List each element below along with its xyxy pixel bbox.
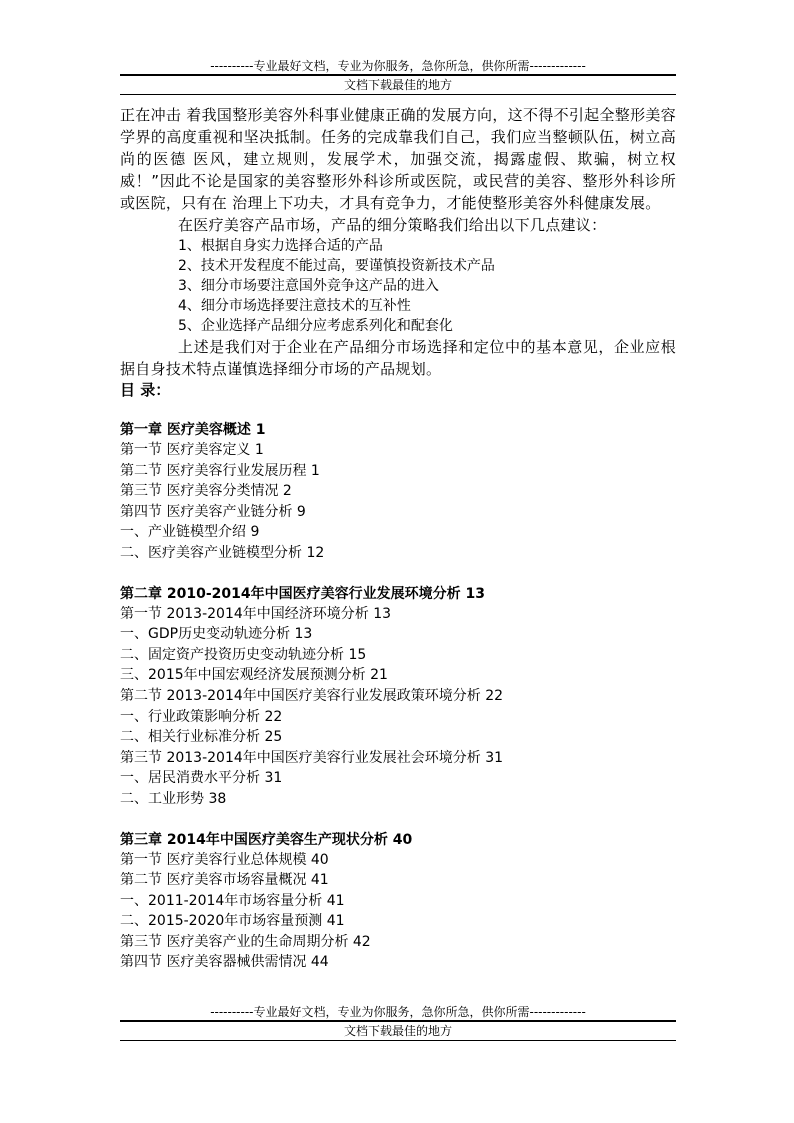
header-subtitle: 文档下载最佳的地方 <box>343 78 452 92</box>
toc-entry: 第四节 医疗美容器械供需情况 44 <box>120 954 329 971</box>
suggestion-item: 5、企业选择产品细分应考虑系列化和配套化 <box>178 318 453 334</box>
header-banner: ----------专业最好文档，专业为你服务，急你所急，供你所需------------- <box>210 59 586 73</box>
toc-entry: 第三节 2013-2014年中国医疗美容行业发展社会环境分析 31 <box>120 749 504 766</box>
footer-subtitle: 文档下载最佳的地方 <box>343 1024 452 1038</box>
toc-entry: 二、2015-2020年市场容量预测 41 <box>120 913 345 930</box>
toc-entry: 二、医疗美容产业链模型分析 12 <box>120 544 325 561</box>
toc-entry: 一、2011-2014年市场容量分析 41 <box>120 892 345 909</box>
toc-entry: 第三节 医疗美容分类情况 2 <box>120 483 292 500</box>
suggestion-item: 3、细分市场要注意国外竞争这产品的进入 <box>178 278 439 294</box>
toc-entry: 第四节 医疗美容产业链分析 9 <box>120 503 306 520</box>
header-rule-bottom <box>120 94 676 95</box>
suggestion-item: 1、根据自身实力选择合适的产品 <box>178 238 383 254</box>
toc-entry: 一、产业链模型介绍 9 <box>120 524 260 541</box>
intro-paragraph: 在医疗美容产品市场，产品的细分策略我们给出以下几点建议： <box>178 216 607 234</box>
toc-entry: 二、工业形势 38 <box>120 790 227 807</box>
toc-entry: 二、相关行业标准分析 25 <box>120 729 283 746</box>
toc-entry: 第二节 医疗美容行业发展历程 1 <box>120 462 320 479</box>
toc-entry: 一、行业政策影响分析 22 <box>120 708 283 725</box>
document-body <box>120 104 676 973</box>
footer-rule <box>120 1020 676 1022</box>
toc-entry: 一、GDP历史变动轨迹分析 13 <box>120 626 313 643</box>
toc-entry: 第一节 2013-2014年中国经济环境分析 13 <box>120 605 392 622</box>
toc-entry: 第一节 医疗美容定义 1 <box>120 442 264 458</box>
intro-paragraph: 正在冲击 着我国整形美容外科事业健康正确的发展方向，这不得不引起全整形美容学界的高度重视和坚决抵制。任务的完成靠我们自己，我们应当整顿队伍，树立高尚的医德 医风，建立规则，发展学术，加强交流，揭露虚假、欺骗，树立权威！”因此不论是国家的美容整形外科诊所或医院，或民营的美容、整形外科诊所或医院，只有在 治理上下功夫，才具有竞争力，才能使整形美容外科健康发展。 <box>120 106 676 212</box>
footer-banner: ----------专业最好文档，专业为你服务，急你所急，供你所需------------- <box>210 1005 586 1019</box>
toc-entry: 第一节 医疗美容行业总体规模 40 <box>120 851 329 868</box>
suggestion-item: 2、技术开发程度不能过高，要谨慎投资新技术产品 <box>178 258 495 274</box>
toc-entry: 一、居民消费水平分析 31 <box>120 770 283 787</box>
toc-entry: 第二节 医疗美容市场容量概况 41 <box>120 872 329 889</box>
suggestion-item: 4、细分市场选择要注意技术的互补性 <box>178 298 411 314</box>
footer-rule-bottom <box>120 1040 676 1041</box>
header-rule <box>120 74 676 76</box>
toc-chapter-heading: 第二章 2010-2014年中国医疗美容行业发展环境分析 13 <box>120 585 485 602</box>
toc-entry: 二、固定资产投资历史变动轨迹分析 15 <box>120 646 367 663</box>
toc-entry: 第二节 2013-2014年中国医疗美容行业发展政策环境分析 22 <box>120 687 504 704</box>
toc-entry: 第三节 医疗美容产业的生命周期分析 42 <box>120 933 371 950</box>
toc-title: 目 录： <box>120 381 171 399</box>
toc-entry: 三、2015年中国宏观经济发展预测分析 21 <box>120 667 388 684</box>
intro-paragraph: 上述是我们对于企业在产品细分市场选择和定位中的基本意见，企业应根据自身技术特点谨慎选择细分市场的产品规划。 <box>120 338 676 378</box>
toc-chapter-heading: 第三章 2014年中国医疗美容生产现状分析 40 <box>120 831 413 848</box>
toc-chapter-heading: 第一章 医疗美容概述 1 <box>120 422 266 438</box>
